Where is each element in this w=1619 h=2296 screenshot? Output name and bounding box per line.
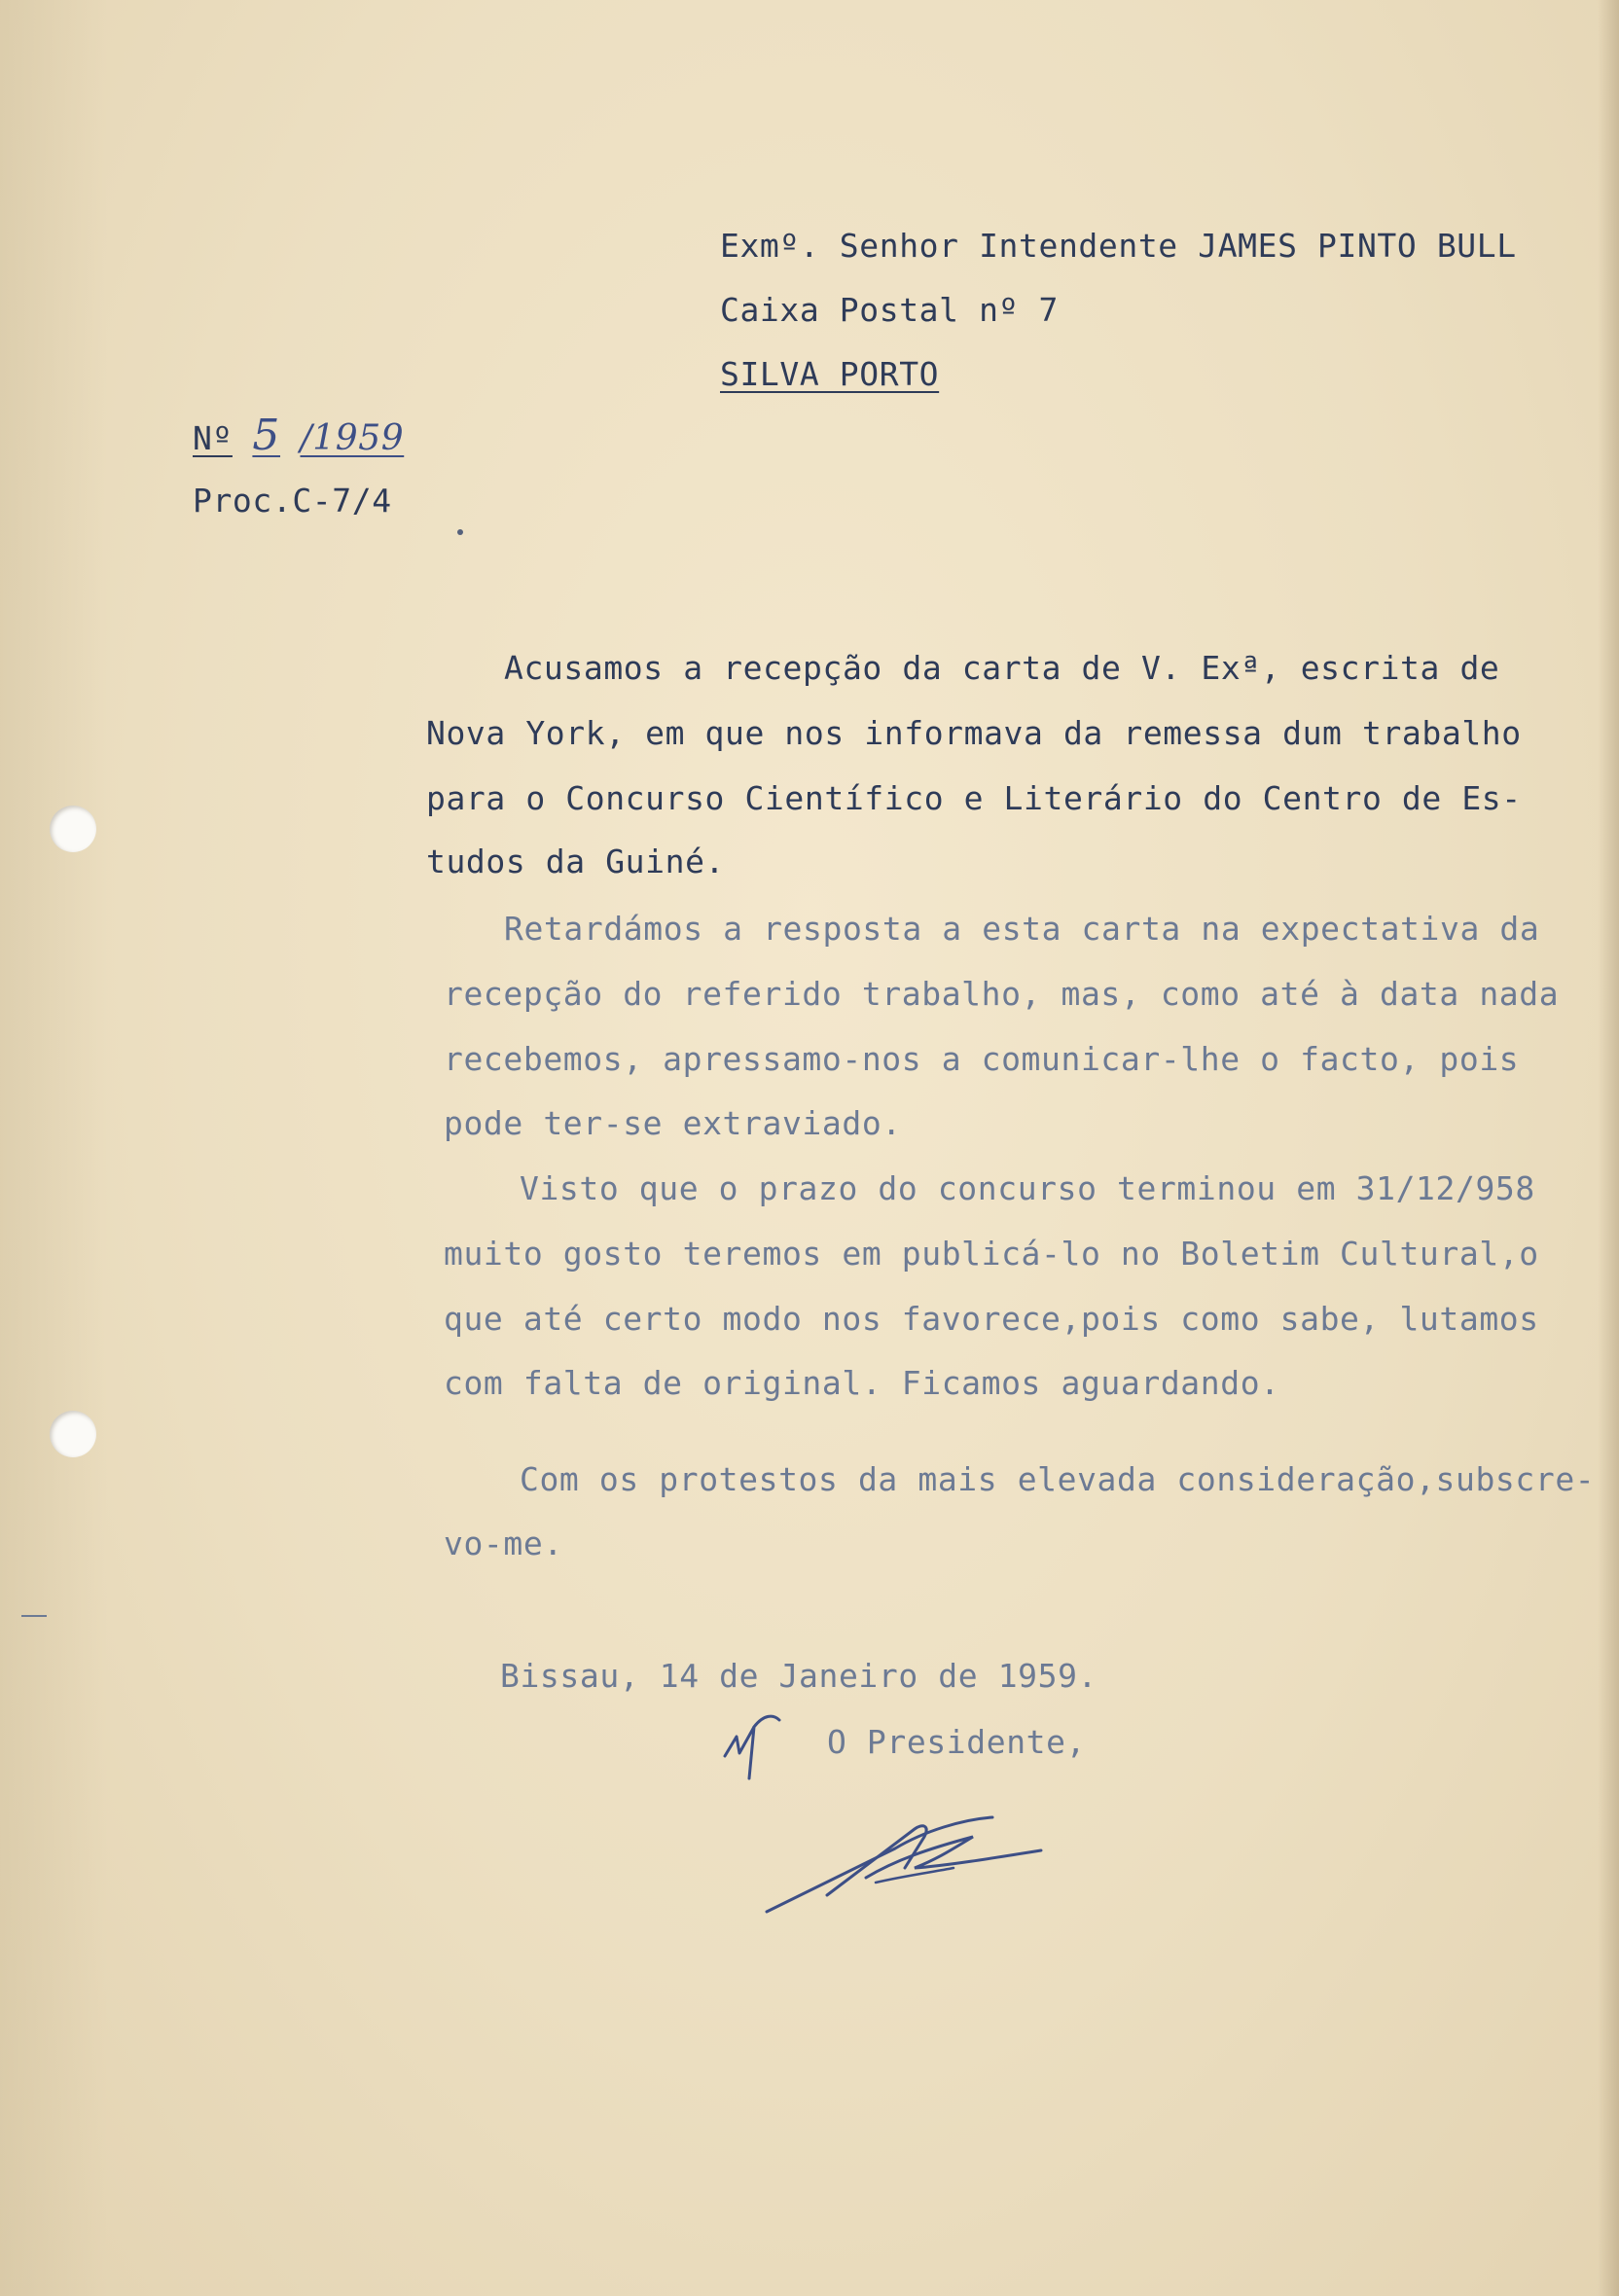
body-p2-line-4: pode ter-se extraviado.	[444, 1104, 902, 1142]
paper-edge-shadow-left	[0, 0, 107, 2296]
paper-edge-shadow-right	[1598, 0, 1619, 2296]
body-p1-line-4: tudos da Guiné.	[426, 843, 726, 880]
body-p4-line-1: Com os protestos da mais elevada consideração,subscre-	[520, 1460, 1596, 1498]
initials-mark	[715, 1703, 803, 1790]
closing-title: O Presidente,	[827, 1723, 1087, 1761]
reference-number-handwritten: 5	[252, 411, 281, 460]
punch-hole-top	[50, 806, 96, 852]
reference-number	[193, 411, 405, 460]
body-p1-line-2: Nova York, em que nos informava da remessa dum trabalho	[426, 714, 1522, 752]
body-p3-line-4: com falta de original. Ficamos aguardando.	[444, 1364, 1280, 1402]
closing-date: Bissau, 14 de Janeiro de 1959.	[500, 1657, 1098, 1695]
margin-dash	[21, 1615, 47, 1617]
body-p2-line-3: recebemos, apressamo-nos a comunicar-lhe o facto, pois	[444, 1040, 1520, 1078]
body-p1-line-3: para o Concurso Científico e Literário do Centro de Es-	[426, 779, 1522, 817]
recipient-line-2: Caixa Postal nº 7	[720, 291, 1059, 329]
reference-number-prefix: Nº	[193, 419, 233, 457]
recipient-line-1: Exmº. Senhor Intendente JAMES PINTO BULL	[720, 227, 1517, 265]
punch-hole-bottom	[50, 1411, 96, 1457]
body-p1-line-1: Acusamos a recepção da carta de V. Exª, escrita de	[504, 649, 1500, 687]
ink-dot	[457, 529, 463, 535]
recipient-line-3: SILVA PORTO	[720, 355, 940, 393]
body-p4-line-2: vo-me.	[444, 1525, 563, 1562]
body-p3-line-2: muito gosto teremos em publicá-lo no Boletim Cultural,o	[444, 1235, 1539, 1273]
body-p3-line-1: Visto que o prazo do concurso terminou em 31/12/958	[520, 1169, 1535, 1207]
reference-process: Proc.C-7/4	[193, 482, 392, 520]
body-p3-line-3: que até certo modo nos favorece,pois como sabe, lutamos	[444, 1300, 1539, 1338]
reference-number-year: /1959	[300, 418, 405, 458]
body-p2-line-1: Retardámos a resposta a esta carta na expectativa da	[504, 910, 1540, 948]
signature-mark	[759, 1790, 1051, 1926]
body-p2-line-2: recepção do referido trabalho, mas, como até à data nada	[444, 975, 1560, 1013]
